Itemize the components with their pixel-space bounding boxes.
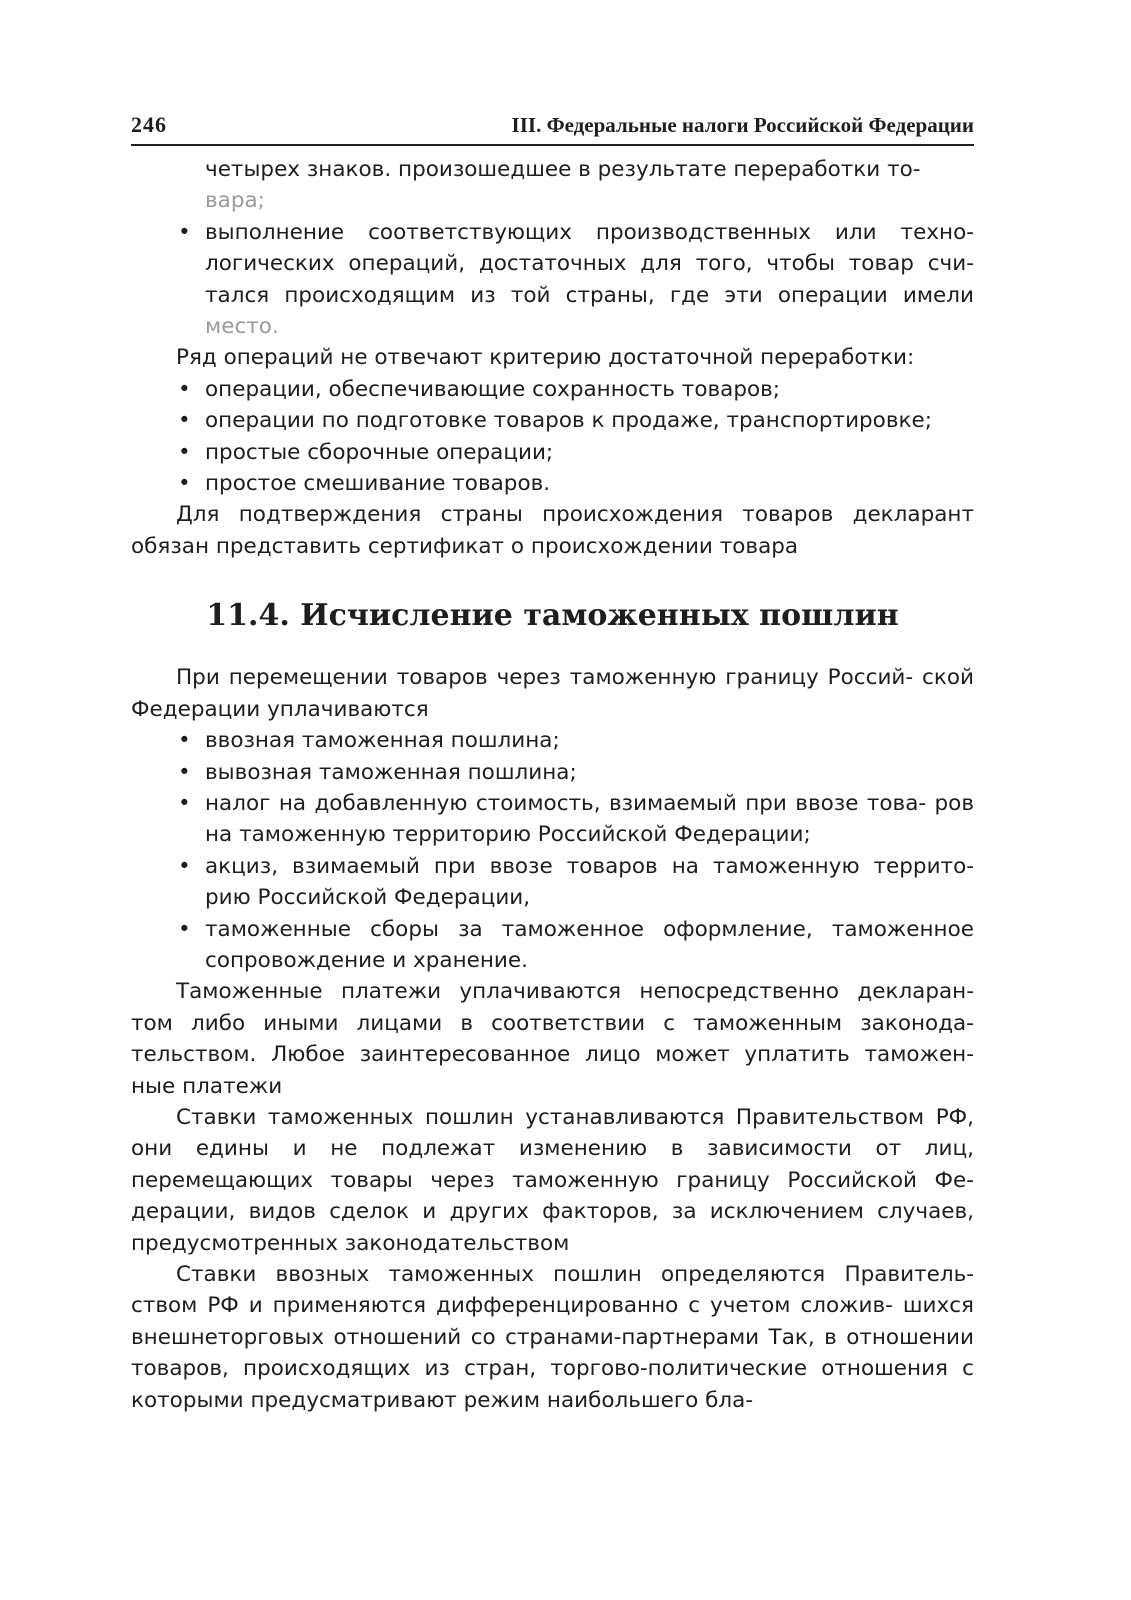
import-rates-paragraph: Ставки ввозных таможенных пошлин определяются Правитель- ством РФ и применяются дифференцированно с учетом сложив- шихся внешнеторговых отношений со странами-партнерами Так, в отношении товаров, происходящих из стран, торгово-политические отношения с которыми предусматривают режим наибольшего бла- xyxy=(131,1262,974,1413)
bullet-icon: • xyxy=(178,790,191,816)
bullet-icon: • xyxy=(178,916,191,942)
bullet-icon: • xyxy=(178,759,191,785)
bullet-icon: • xyxy=(178,408,191,434)
list-item-text: выполнение соответствующих производственных или техно- логических операций, достаточных для того, чтобы товар счи- тался происходящим из той страны, где эти операции имели xyxy=(205,219,974,308)
list-item-text: простые сборочные операции; xyxy=(205,439,554,465)
payers-paragraph: Таможенные платежи уплачиваются непосредственно декларан- том либо иными лицами в соответствии с таможенным законода- тельством. Любое заинтересованное лицо может уплатить таможен- ные платежи xyxy=(131,979,974,1099)
list-item xyxy=(176,217,974,343)
list-item-text: таможенные сборы за таможенное оформление, таможенное сопровождение и хранение. xyxy=(205,916,974,973)
continued-list-item xyxy=(131,154,974,217)
list-item xyxy=(176,468,974,499)
continued-text-tail: вара; xyxy=(205,188,265,214)
bullet-icon: • xyxy=(178,219,191,245)
running-title: III. Федеральные налоги Российской Федерации xyxy=(511,113,974,137)
list-item xyxy=(176,374,974,405)
list-item xyxy=(176,437,974,468)
list-item-text: ввозная таможенная пошлина; xyxy=(205,728,560,754)
book-page xyxy=(131,112,974,1416)
list-item xyxy=(176,757,974,788)
list-item xyxy=(176,914,974,977)
bullet-icon: • xyxy=(178,853,191,879)
customs-payments-list xyxy=(131,725,974,976)
insufficient-processing-list xyxy=(131,374,974,500)
rates-paragraph: Ставки таможенных пошлин устанавливаются Правительством РФ, они едины и не подлежат изменению в зависимости от лиц, перемещающих товары через таможенную границу Российской Фе- дерации, видов сделок и других факторов, за исключением случаев, предусмотренных законодательством xyxy=(131,1104,974,1256)
list-item-text: вывозная таможенная пошлина; xyxy=(205,759,577,785)
origin-criteria-list xyxy=(131,217,974,343)
bullet-icon: • xyxy=(178,471,191,497)
section-heading: 11.4. Исчисление таможенных пошлин xyxy=(206,598,899,634)
page-number: 246 xyxy=(131,112,167,137)
list-item-text: операции по подготовке товаров к продаже, транспортировке; xyxy=(205,408,932,434)
running-header xyxy=(131,112,974,146)
bullet-icon: • xyxy=(178,376,191,402)
certificate-paragraph: Для подтверждения страны происхождения товаров декларант обязан представить сертификат о происхождении товара xyxy=(131,502,974,559)
page-body xyxy=(131,154,974,1416)
list-item xyxy=(176,851,974,914)
list-item-text-tail: место. xyxy=(205,314,279,340)
continued-text-line: четырех знаков. произошедшее в результате переработки то- xyxy=(205,157,921,182)
list-item xyxy=(176,725,974,756)
list-item-text: акциз, взимаемый при ввозе товаров на таможенную террито- рию Российской Федерации, xyxy=(205,853,974,911)
list-item-text: простое смешивание товаров. xyxy=(205,471,551,497)
list-item-text: операции, обеспечивающие сохранность товаров; xyxy=(205,376,781,402)
list-item-text: налог на добавленную стоимость, взимаемый при ввозе това- ров на таможенную территорию Российской Федерации; xyxy=(205,790,974,848)
criteria-intro: Ряд операций не отвечают критерию достаточной переработки: xyxy=(176,345,915,371)
bullet-icon: • xyxy=(178,728,191,754)
bullet-icon: • xyxy=(178,439,191,465)
list-item xyxy=(176,405,974,436)
list-item xyxy=(176,788,974,851)
payments-intro: При перемещении товаров через таможенную границу Россий- ской Федерации уплачиваются xyxy=(131,665,974,722)
